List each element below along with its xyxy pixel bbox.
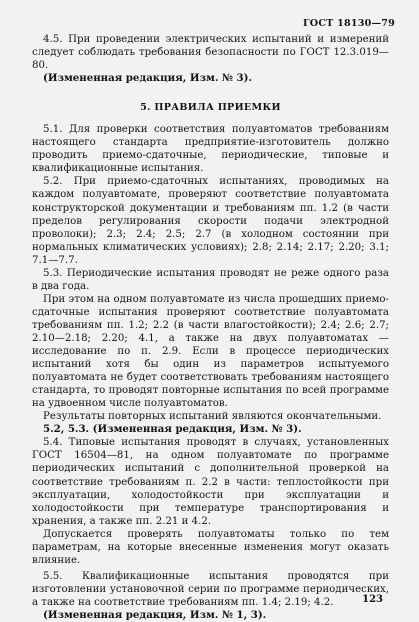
paragraph: При этом на одном полуавтомате из числа прошедших приемо-сдаточные испытания проверяют соответствие полуавтомата требованиям пп. 1.2; 2.2 (в части влагостойкости); 2.4; 2.6; 2.7; 2.10—2.18; 2.20; 4.1, а также на двух полуавтоматах — исследование по п. 2.9. Если в процессе периодических испытаний хотя бы один из параметров испытуемого полуавтомата не будет соответствовать требованиям настоящего стандарта, то проводят повторные испытания по всей программе на удвоенном числе полуавтоматов. bbox=[32, 293, 389, 410]
paragraph: 4.5. При проведении электрических испытаний и измерений следует соблюдать требования безопасности по ГОСТ 12.3.019—80. bbox=[32, 34, 389, 72]
amendment-note: (Измененная редакция, Изм. № 1, 3). bbox=[43, 608, 267, 621]
paragraph: 5.2. При приемо-сдаточных испытаниях, проводимых на каждом полуавтомате, проверяют соответствие полуавтомата конструкторской документации и требованиям пп. 1.2 (в части пределов регулирования скорости подачи электродной проволоки); 2.3; 2.4; 2.5; 2.7 (в холодном состоянии при нормальных климатических условиях); 2.8; 2.14; 2.17; 2.20; 3.1; 7.1—7.7. bbox=[32, 176, 389, 266]
paragraph: 5.4. Типовые испытания проводят в случаях, установленных ГОСТ 16504—81, на одном полуавтомате по программе периодических испытаний с дополнительной проверкой на соответствие требованиям п. 2.2 в части: теплостойкости при эксплуатации, холодостойкости при эксплуатации и холодостойкости при температуре транспортирования и хранения, а также пп. 2.21 и 4.2. bbox=[32, 437, 389, 527]
paragraph: Результаты повторных испытаний являются окончательными. bbox=[43, 411, 382, 423]
amendment-note: (Измененная редакция, Изм. № 3). bbox=[43, 72, 253, 85]
paragraph: 5.1. Для проверки соответствия полуавтоматов требованиям настоящего стандарта предприятие-изготовитель должно проводить приемо-сдаточные, периодические, типовые и квалификационные испытания. bbox=[32, 124, 389, 175]
section-title: 5. ПРАВИЛА ПРИЕМКИ bbox=[140, 102, 281, 114]
paragraph: 5.3. Периодические испытания проводят не реже одного раза в два года. bbox=[32, 267, 389, 292]
page-number: 123 bbox=[362, 594, 383, 605]
amendment-note: 5.2, 5.3. (Измененная редакция, Изм. № 3). bbox=[43, 423, 302, 436]
document-body bbox=[32, 33, 389, 622]
paragraph: Допускается проверять полуавтоматы только по тем параметрам, на которые внесенные изменения могут оказать влияние. bbox=[32, 528, 389, 566]
paragraph: 5.5. Квалификационные испытания проводятся при изготовлении установочной серии по программе периодических, а также на соответствие требованиям пп. 1.4; 2.19; 4.2. bbox=[32, 570, 389, 608]
page-header-standard: ГОСТ 18130—79 bbox=[302, 18, 395, 29]
